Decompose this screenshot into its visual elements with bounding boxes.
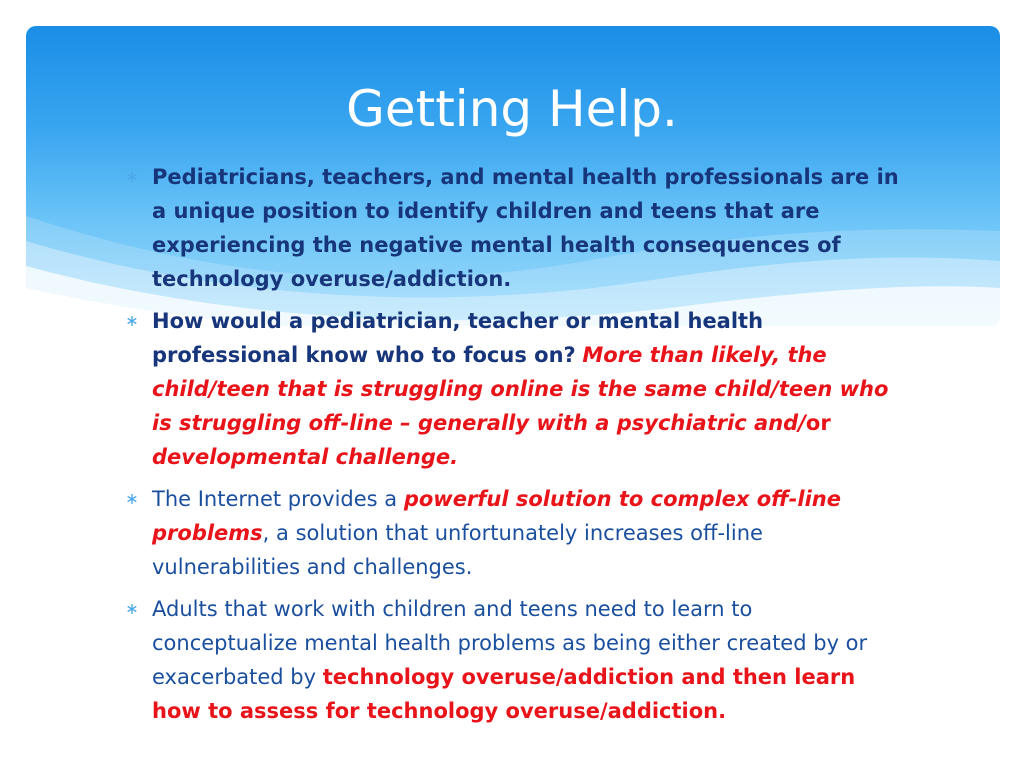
bullet-4-emphasis: technology overuse/addiction and then learn how to assess for technology overuse/addiction.: [152, 665, 856, 723]
asterisk-bullet-icon: ∗: [125, 599, 139, 618]
bullet-item-2: [120, 304, 900, 474]
bullet-3-emphasis: powerful solution to complex off-line problems: [152, 487, 841, 545]
asterisk-bullet-icon: ∗: [125, 167, 139, 186]
bullet-item-3: [120, 482, 900, 584]
bullet-item-1: [120, 160, 900, 296]
slide-title: Getting Help.: [346, 80, 678, 138]
bullet-1-text: Pediatricians, teachers, and mental health professionals are in a unique position to identify children and teens that are experiencing the negative mental health consequences of technology overuse/addiction.: [152, 165, 899, 291]
asterisk-bullet-icon: ∗: [125, 311, 139, 330]
bullet-2-answer-or: or: [805, 411, 831, 435]
bullet-item-4: [120, 592, 900, 728]
bullet-list: [120, 160, 900, 736]
bullet-3-rest: , a solution that unfortunately increases off-line vulnerabilities and challenges.: [152, 521, 763, 579]
asterisk-bullet-icon: ∗: [125, 489, 139, 508]
bullet-4-intro: Adults that work with children and teens need to learn to conceptualize mental health problems as being either created by or exacerbated by: [152, 597, 868, 689]
bullet-2-answer: More than likely, the child/teen that is struggling online is the same child/teen who is struggling off-line – generally with a psychiatric and/: [152, 343, 889, 435]
bullet-2-answer-end: developmental challenge.: [152, 445, 459, 469]
bullet-2-question: How would a pediatrician, teacher or mental health professional know who to focus on?: [152, 309, 764, 367]
bullet-3-intro: The Internet provides a: [152, 487, 398, 511]
